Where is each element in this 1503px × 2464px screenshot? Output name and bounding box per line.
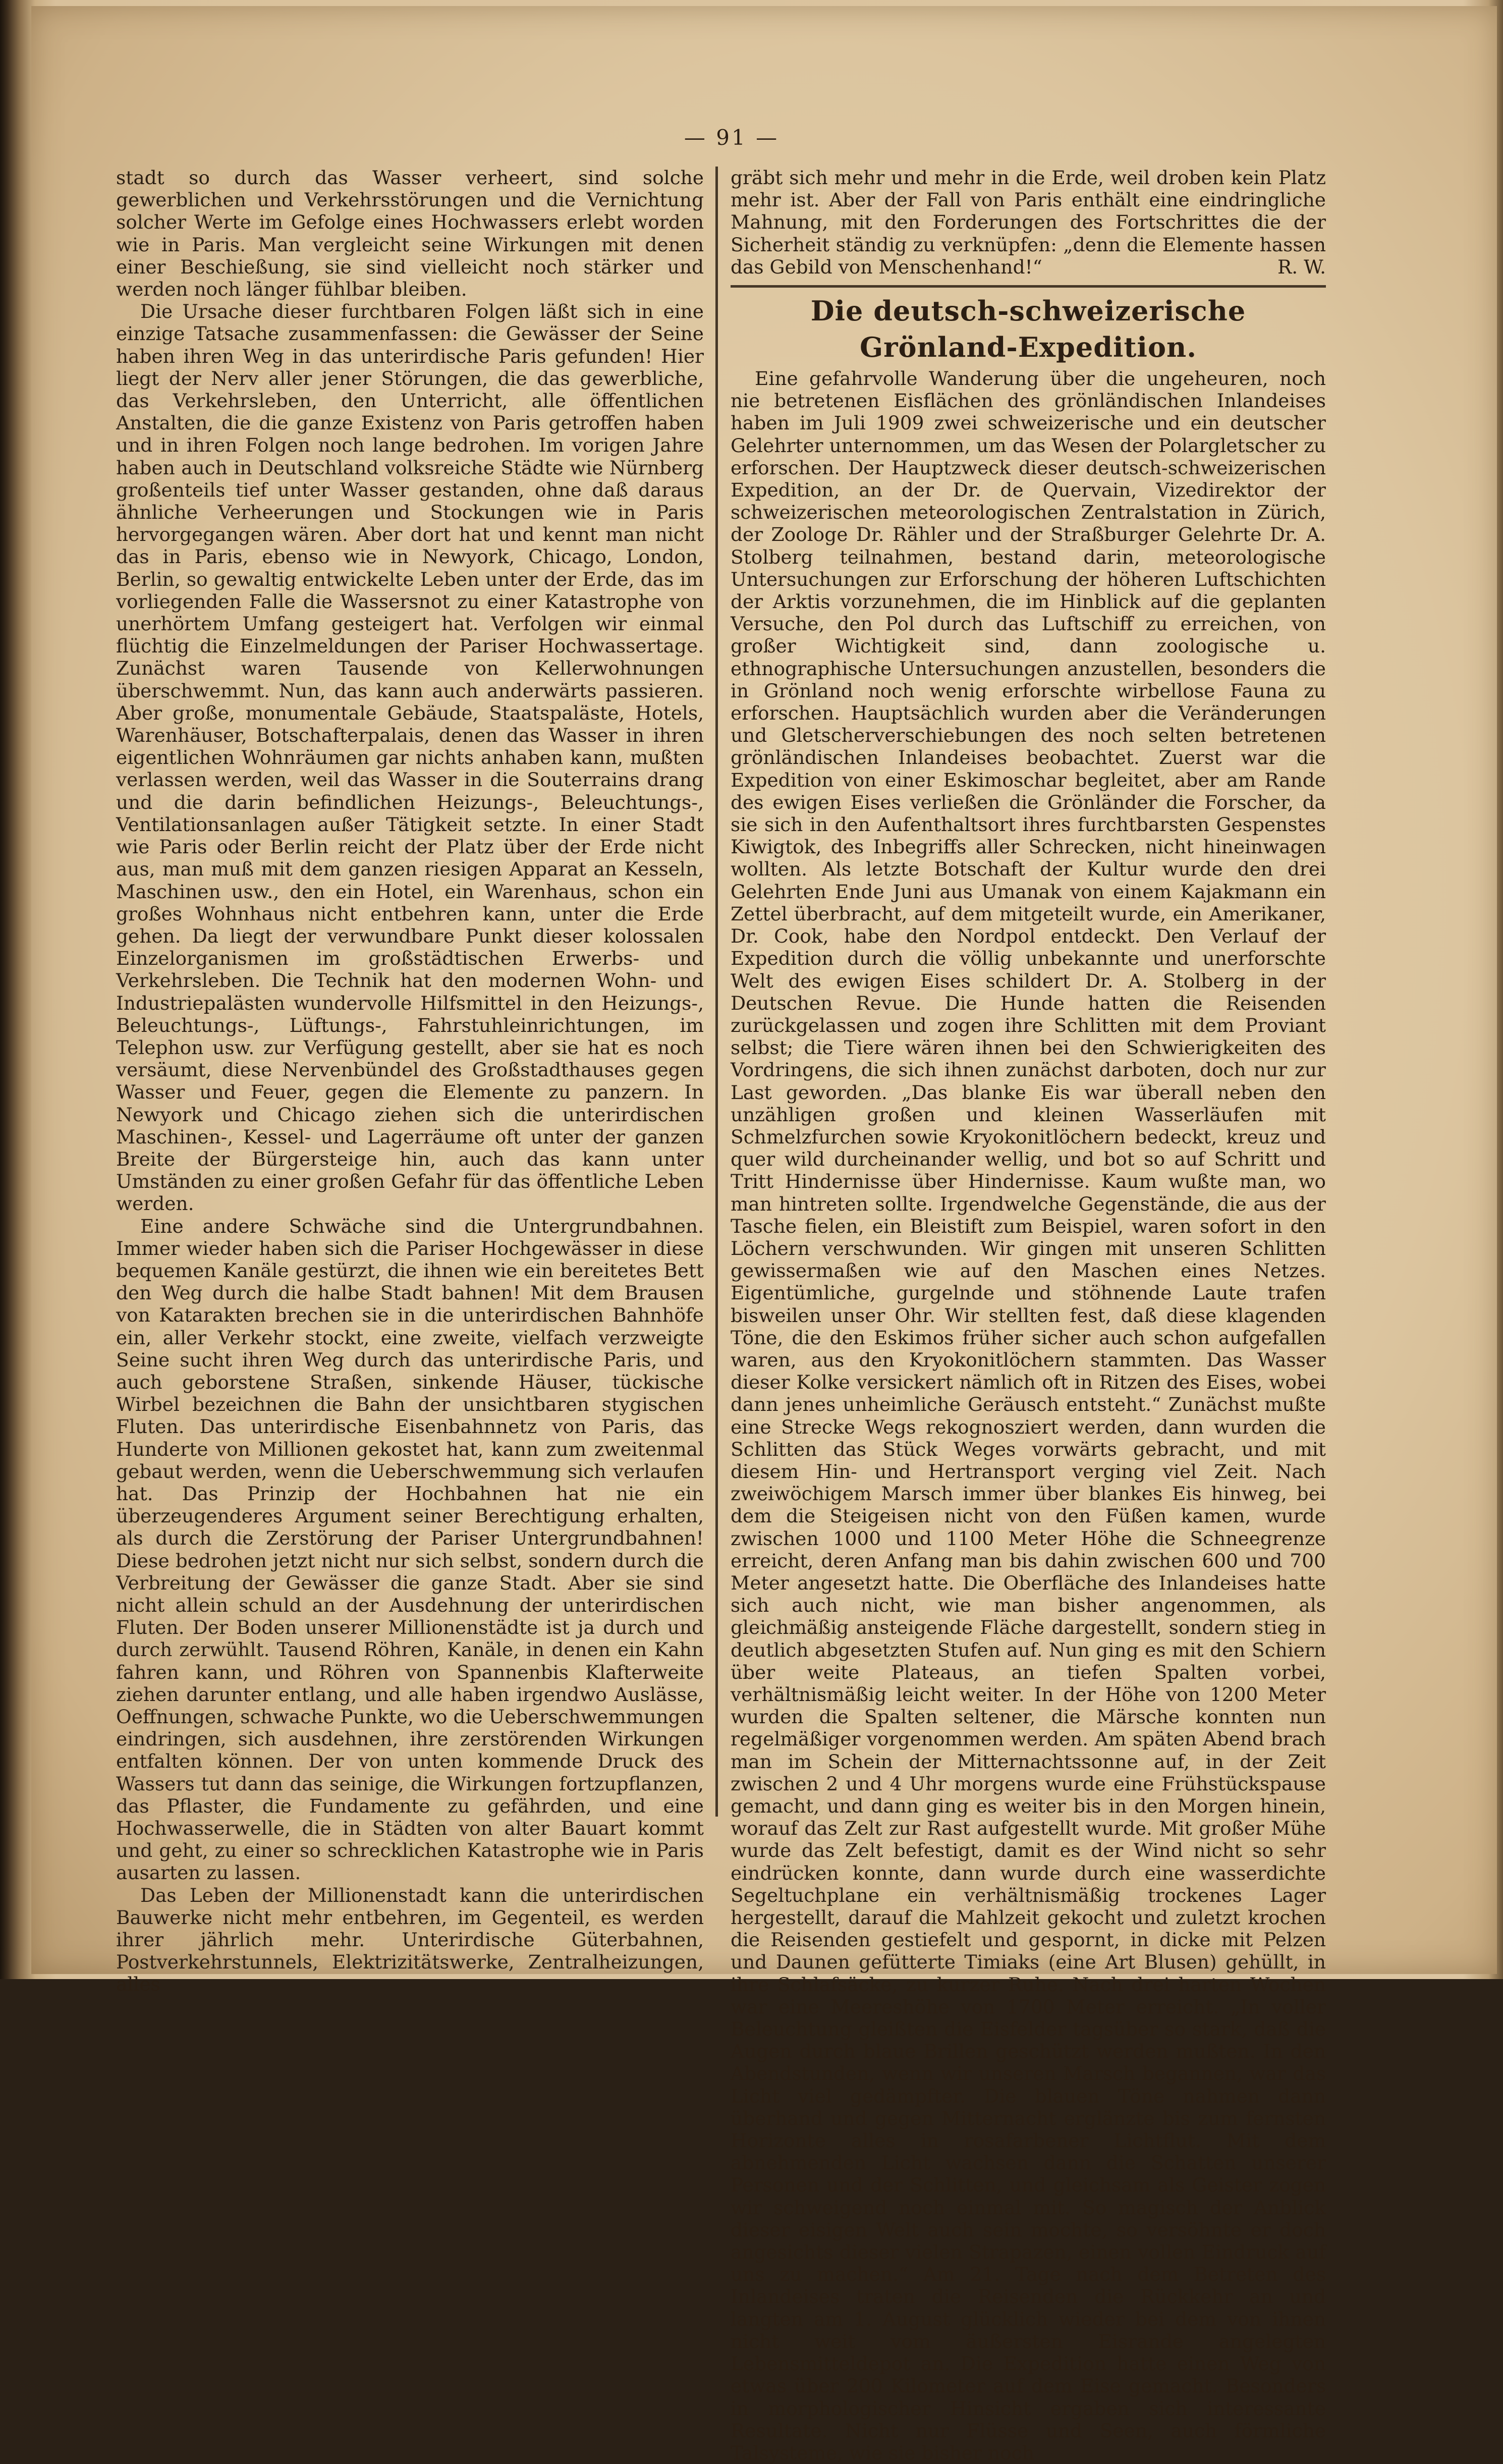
section-rule xyxy=(731,285,1326,288)
paragraph: Die Ursache dieser furchtbaren Folgen läßt sich in eine einzige Tatsache zusammenfassen: die Gewässer der Seine haben ihren Weg in das unterirdische Paris gefunden! Hier liegt der Nerv aller jener Störungen, die das gewerbliche, das Verkehrsleben, den Unterricht, alle öffentlichen Anstalten, die die ganze Existenz von Paris getroffen haben und in ihren Folgen noch lange bedrohen. Im vorigen Jahre haben auch in Deutschland volksreiche Städte wie Nürnberg großenteils tief unter Wasser gestanden, ohne daß daraus ähnliche Verheerungen und Stockungen wie in Paris hervorgegangen wären. Aber dort hat und kennt man nicht das in Paris, ebenso wie in Newyork, Chicago, London, Berlin, so gewaltig entwickelte Leben unter der Erde, das im vorliegenden Falle die Wassersnot zu einer Katastrophe von unerhörtem Umfang gesteigert hat. Verfolgen wir einmal flüchtig die Einzelmeldungen der Pariser Hochwassertage. Zunächst waren Tausende von Kellerwohnungen überschwemmt. Nun, das kann auch anderwärts passieren. Aber große, monumentale Gebäude, Staatspaläste, Hotels, Warenhäuser, Botschafterpalais, denen das Wasser in ihren eigentlichen Wohnräumen gar nichts anhaben kann, mußten verlassen werden, weil das Wasser in die Souterrains drang und die darin befindlichen Heizungs-, Beleuchtungs-, Ventilationsanlagen außer Tätigkeit setzte. In einer Stadt wie Paris oder Berlin reicht der Platz über der Erde nicht aus, man muß mit dem ganzen riesigen Apparat an Kesseln, Maschinen usw., den ein Hotel, ein Warenhaus, schon ein großes Wohnhaus nicht entbehren kann, unter die Erde gehen. Da liegt der verwundbare Punkt dieser kolossalen Einzelorganismen im großstädtischen Erwerbs- und Verkehrsleben. Die Technik hat den modernen Wohn- und Industriepalästen wundervolle Hilfsmittel in den Heizungs-, Beleuchtungs-, Lüftungs-, Fahrstuhleinrichtungen, im Telephon usw. zur Verfügung gestellt, aber sie hat es noch versäumt, diese Nervenbündel des Großstadthauses gegen Wasser und Feuer, gegen die Elemente zu panzern. In Newyork und Chicago ziehen sich die unterirdischen Maschinen-, Kessel- und Lagerräume oft unter der ganzen Breite der Bürgersteige hin, auch das kann unter Umständen zu einer großen Gefahr für das öffentliche Leben werden. xyxy=(116,300,704,1215)
paragraph: Das Leben der Millionenstadt kann die unterirdischen Bauwerke nicht mehr entbehren, im Gegenteil, es werden ihrer jährlich mehr. Unterirdische Güterbahnen, Postverkehrstunnels, Elektrizitätswerke, Zentralheizungen, alles xyxy=(116,1884,704,1996)
column-divider xyxy=(715,167,718,1817)
article-headline: Die deutsch-schweizerische Grönland-Expedition. xyxy=(810,295,1246,364)
author-signature: R. W. xyxy=(1277,255,1326,278)
paragraph xyxy=(731,167,1326,278)
paragraph: Eine andere Schwäche sind die Untergrundbahnen. Immer wieder haben sich die Pariser Hochgewässer in diese bequemen Kanäle gestürzt, die ihnen wie ein bereitetes Bett den Weg durch die halbe Stadt bahnen! Mit dem Brausen von Katarakten brechen sie in die unterirdischen Bahnhöfe ein, aller Verkehr stockt, eine zweite, vielfach verzweigte Seine sucht ihren Weg durch das unterirdische Paris, und auch geborstene Straßen, sinkende Häuser, tückische Wirbel bezeichnen die Bahn der unsichtbaren stygischen Fluten. Das unterirdische Eisenbahnnetz von Paris, das Hunderte von Millionen gekostet hat, kann zum zweitenmal gebaut werden, wenn die Ueberschwemmung sich verlaufen hat. Das Prinzip der Hochbahnen hat nie ein überzeugenderes Argument seiner Berechtigung erhalten, als durch die Zerstörung der Pariser Untergrundbahnen! Diese bedrohen jetzt nicht nur sich selbst, sondern durch die Verbreitung der Gewässer die ganze Stadt. Aber sie sind nicht allein schuld an der Ausdehnung der unterirdischen Fluten. Der Boden unserer Millionenstädte ist ja durch und durch zerwühlt. Tausend Röhren, Kanäle, in denen ein Kahn fahren kann, und Röhren von Spannenbis Klafterweite ziehen darunter entlang, und alle haben irgendwo Auslässe, Oeffnungen, schwache Punkte, wo die Ueberschwemmungen eindringen, sich ausdehnen, ihre zerstörenden Wirkungen entfalten können. Der von unten kommende Druck des Wassers tut dann das seinige, die Wirkungen fortzupflanzen, das Pflaster, die Fundamente zu gefährden, und eine Hochwasserwelle, die in Städten von alter Bauart kommt und geht, zu einer so schrecklichen Katastrophe wie in Paris ausarten zu lassen. xyxy=(116,1215,704,1884)
right-column xyxy=(731,167,1326,2464)
left-column xyxy=(116,167,704,1996)
paragraph: Eine gefahrvolle Wanderung über die ungeheuren, noch nie betretenen Eisflächen des grönländischen Inlandeises haben im Juli 1909 zwei schweizerische und ein deutscher Gelehrter unternommen, um das Wesen der Polargletscher zu erforschen. Der Hauptzweck dieser deutsch-schweizerischen Expedition, an der Dr. de Quervain, Vizedirektor der schweizerischen meteorologischen Zentralstation in Zürich, der Zoologe Dr. Rähler und der Straßburger Gelehrte Dr. A. Stolberg teilnahmen, bestand darin, meteorologische Untersuchungen zur Erforschung der höheren Luftschichten der Arktis vorzunehmen, die im Hinblick auf die geplanten Versuche, den Pol durch das Luftschiff zu erreichen, von großer Wichtigkeit sind, dann zoologische u. ethnographische Untersuchungen anzustellen, besonders die in Grönland noch wenig erforschte wirbellose Fauna zu erforschen. Hauptsächlich wurden aber die Veränderungen und Gletscherverschiebungen des noch selten betretenen grönländischen Inlandeises beobachtet. Zuerst war die Expedition von einer Eskimoschar begleitet, aber am Rande des ewigen Eises verließen die Grönländer die Forscher, da sie sich in den Aufenthaltsort ihres furchtbarsten Gespenstes Kiwigtok, des Inbegriffs aller Schrecken, nicht hineinwagen wollten. Als letzte Botschaft der Kultur wurde den drei Gelehrten Ende Juni aus Umanak von einem Kajakmann ein Zettel überbracht, auf dem mitgeteilt wurde, ein Amerikaner, Dr. Cook, habe den Nordpol entdeckt. Den Verlauf der Expedition durch die völlig unbekannte und unerforschte Welt des ewigen Eises schildert Dr. A. Stolberg in der Deutschen Revue. Die Hunde hatten die Reisenden zurückgelassen und zogen ihre Schlitten mit dem Proviant selbst; die Tiere wären ihnen bei den Schwierigkeiten des Vordringens, die sich ihnen zunächst darboten, doch nur zur Last geworden. „Das blanke Eis war überall neben den unzähligen großen und kleinen Wasserläufen mit Schmelzfurchen sowie Kryokonitlöchern bedeckt, kreuz und quer wild durcheinander wellig, und bot so auf Schritt und Tritt Hindernisse über Hindernisse. Kaum wußte man, wo man hintreten sollte. Irgendwelche Gegenstände, die aus der Tasche fielen, ein Bleistift zum Beispiel, waren sofort in den Löchern verschwunden. Wir gingen mit unseren Schlitten gewissermaßen wie auf den Maschen eines Netzes. Eigentümliche, gurgelnde und stöhnende Laute trafen bisweilen unser Ohr. Wir stellten fest, daß diese klagenden Töne, die den Eskimos früher sicher auch schon aufgefallen waren, aus den Kryokonitlöchern stammten. Das Wasser dieser Kolke versickert nämlich oft in Ritzen des Eises, wobei dann jenes unheimliche Geräusch entsteht.“ Zunächst mußte eine Strecke Wegs rekognosziert werden, dann wurden die Schlitten das Stück Weges vorwärts gebracht, und mit diesem Hin- und Hertransport verging viel Zeit. Nach zweiwöchigem Marsch immer über blankes Eis hinweg, bei dem die Steigeisen nicht von den Füßen kamen, wurde zwischen 1000 und 1100 Meter Höhe die Schneegrenze erreicht, deren Anfang man bis dahin zwischen 600 und 700 Meter angesetzt hatte. Die Oberfläche des Inlandeises hatte sich auch nicht, wie man bisher angenommen, als gleichmäßig ansteigende Fläche dargestellt, sondern stieg in deutlich abgesetzten Stufen auf. Nun ging es mit den Schiern über weite Plateaus, an tiefen Spalten vorbei, verhältnismäßig leicht weiter. In der Höhe von 1200 Meter wurden die Spalten seltener, die Märsche konnten nun regelmäßiger vorgenommen werden. Am späten Abend brach man im Schein der Mitternachtssonne auf, in der Zeit zwischen 2 und 4 Uhr morgens wurde eine Frühstückspause gemacht, und dann ging es weiter bis in den Morgen hinein, worauf das Zelt zur Rast aufgestellt wurde. Mit großer Mühe wurde das Zelt befestigt, damit es der Wind nicht so sehr eindrücken konnte, dann wurde durch eine wasserdichte Segeltuchplane ein verhältnismäßig trockenes Lager hergestellt, darauf die Mahlzeit gekocht und zuletzt krochen die Reisenden gestiefelt und gespornt, in dicke mit Pelzen und Daunen gefütterte Timiaks (eine Art Blusen) gehüllt, in ihre Schlafsäcke, zu kurzer Ruhe. Nach drei harten Wochen war eine Meereshöhe von 1700 Meter erreicht. „In voller Beleuchtung gleißten die Eisfelder tagsüber so stark, daß die Augen durch blaue Brillen geschützt werden mußten. In den Abendstunden, wenn wir unseren Marsch begannen, war das Licht viel gedämpfter. Die blauen Töne nahmen dann überhand und gegen Mitternacht erglänzte bis zum fernsten Horizonte alles in rosafarbener Lichtflut. Mit dem abnehmenden Licht wachsen dann die Schatten unserer Personen und der Schlitten, und gleichsam als Geister zogen wir schweigend noch einmal mit. So magisch der Anblick dieser eisigen Welt auch sein mochte, so versöhnte er doch angesichts dieser vielen Strapazen, einen vollen Eindruck auf uns zu machen.“ Am 21. Tage nach dem Betreten des Inlandeises traten die Reisenden die Rückkehr an und langten am 1. August glücklich wieder bei dem von ihnen nicht weit vom äußersten Eisrande angelegten Lebensmitteldepot an. Die Expedition hatte einen Weg von etwas über 200 Kilometer auf dem Eise gemacht. Besonders in morphologischer Hinsicht ergaben sich interessante Resultate. Nicht nur Flüsse und Seen, auch förmliche Talsysteme, wie sie bisher noch xyxy=(731,367,1326,2464)
page-number: — 91 — xyxy=(684,125,780,150)
paragraph: stadt so durch das Wasser verheert, sind solche gewerblichen und Verkehrsstörungen und die Vernichtung solcher Werte im Gefolge eines Hochwassers erlebt worden wie in Paris. Man vergleicht seine Wirkungen mit denen einer Beschießung, sie sind vielleicht noch stärker und werden noch länger fühlbar bleiben. xyxy=(116,167,704,301)
paragraph-text: gräbt sich mehr und mehr in die Erde, weil droben kein Platz mehr ist. Aber der Fall von Paris enthält eine eindringliche Mahnung, mit den Forderungen des Fortschrittes die der Sicherheit ständig zu verknüpfen: „denn die Elemente hassen das Gebild von Menschenhand!“ xyxy=(731,167,1326,278)
